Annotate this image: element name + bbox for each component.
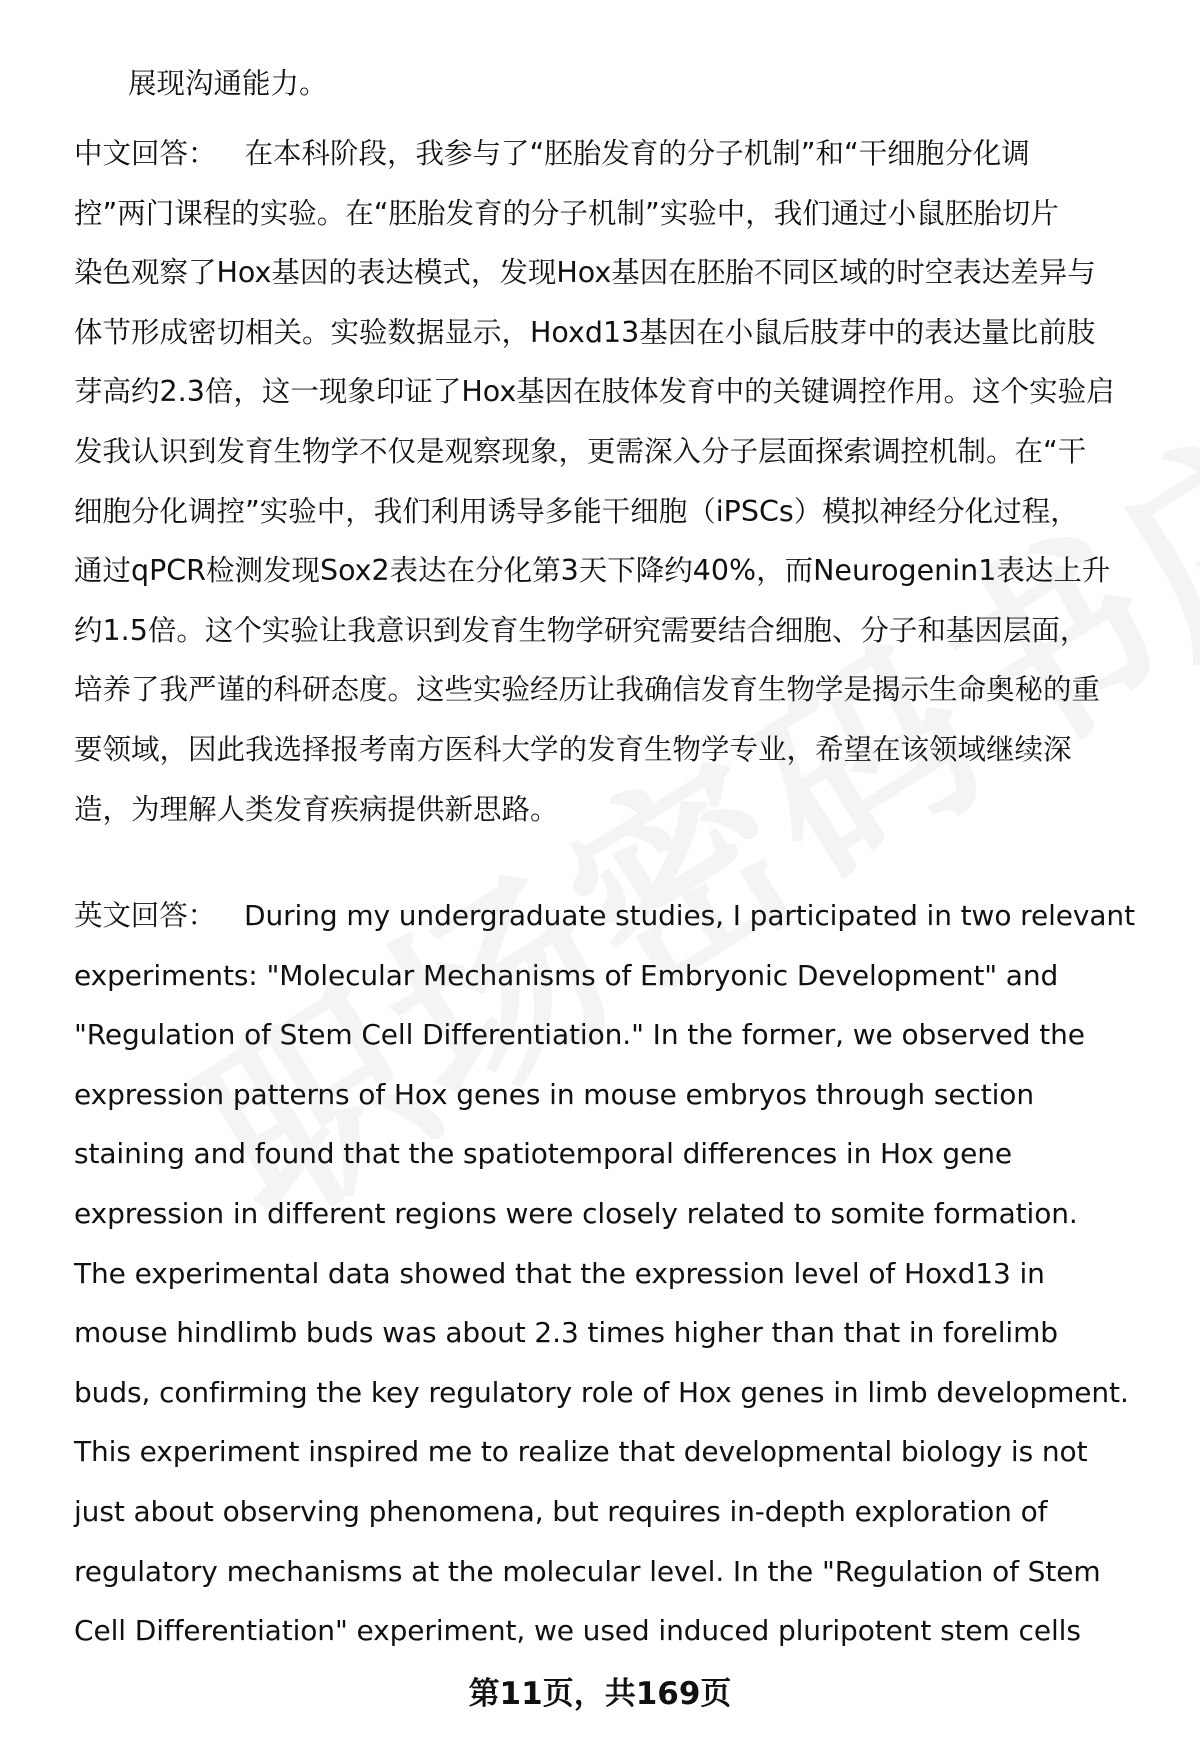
- chinese-answer-line: 体节形成密切相关。实验数据显示，Hoxd13基因在小鼠后肢芽中的表达量比前肢: [74, 315, 1096, 349]
- english-answer-line: experiments: "Molecular Mechanisms of Embryonic Development" and: [74, 958, 1059, 992]
- chinese-answer-label: 中文回答：: [74, 137, 217, 170]
- english-answer-line: mouse hindlimb buds was about 2.3 times higher than that in forelimb: [74, 1316, 1058, 1350]
- chinese-answer-line: 培养了我严谨的科研态度。这些实验经历让我确信发育生物学是揭示生命奥秘的重: [74, 673, 1101, 707]
- english-answer-line: "Regulation of Stem Cell Differentiation." In the former, we observed the: [74, 1018, 1085, 1052]
- intro-line: 展现沟通能力。: [128, 67, 328, 100]
- chinese-answer-line: 发我认识到发育生物学不仅是观察现象，更需深入分子层面探索调控机制。在“干: [74, 434, 1087, 468]
- english-answer-line: The experimental data showed that the expression level of Hoxd13 in: [74, 1256, 1045, 1290]
- chinese-answer-line: [74, 124, 1164, 184]
- english-answer-text: During my undergraduate studies, I participated in two relevant: [244, 899, 1135, 932]
- english-answer-label: 英文回答：: [74, 899, 217, 932]
- chinese-answer-line: 染色观察了Hox基因的表达模式，发现Hox基因在胚胎不同区域的时空表达差异与: [74, 256, 1096, 290]
- chinese-answer-line: 细胞分化调控”实验中，我们利用诱导多能干细胞（iPSCs）模拟神经分化过程，: [74, 494, 1079, 528]
- english-answer-line: This experiment inspired me to realize that developmental biology is not: [74, 1435, 1088, 1469]
- chinese-answer-line: 通过qPCR检测发现Sox2表达在分化第3天下降约40%，而Neurogenin1表达上升: [74, 554, 1111, 588]
- english-answer-line: just about observing phenomena, but requires in-depth exploration of: [74, 1494, 1048, 1528]
- chinese-answer-line: 约1.5倍。这个实验让我意识到发育生物学研究需要结合细胞、分子和基因层面，: [74, 613, 1089, 647]
- english-answer-line: regulatory mechanisms at the molecular level. In the "Regulation of Stem: [74, 1554, 1101, 1588]
- english-answer-section: [74, 886, 1164, 1661]
- chinese-answer-line: 要领域，因此我选择报考南方医科大学的发育生物学专业，希望在该领域继续深: [74, 732, 1072, 766]
- chinese-answer-line: 控”两门课程的实验。在“胚胎发育的分子机制”实验中，我们通过小鼠胚胎切片: [74, 196, 1059, 230]
- english-answer-line: [74, 886, 1164, 946]
- english-answer-line: buds, confirming the key regulatory role of Hox genes in limb development.: [74, 1375, 1129, 1409]
- english-answer-line: staining and found that the spatiotemporal differences in Hox gene: [74, 1137, 1013, 1171]
- english-answer-line: expression in different regions were closely related to somite formation.: [74, 1196, 1078, 1230]
- chinese-answer-line: 造，为理解人类发育疾病提供新思路。: [74, 792, 559, 826]
- chinese-answer-section: [74, 124, 1164, 839]
- chinese-answer-line: 芽高约2.3倍，这一现象印证了Hox基因在肢体发育中的关键调控作用。这个实验启: [74, 375, 1115, 409]
- chinese-answer-text: 在本科阶段，我参与了“胚胎发育的分子机制”和“干细胞分化调: [244, 137, 1030, 170]
- page-number-footer: 第11页，共169页: [468, 1676, 732, 1712]
- english-answer-line: Cell Differentiation" experiment, we used induced pluripotent stem cells: [74, 1614, 1081, 1648]
- english-answer-line: expression patterns of Hox genes in mouse embryos through section: [74, 1077, 1034, 1111]
